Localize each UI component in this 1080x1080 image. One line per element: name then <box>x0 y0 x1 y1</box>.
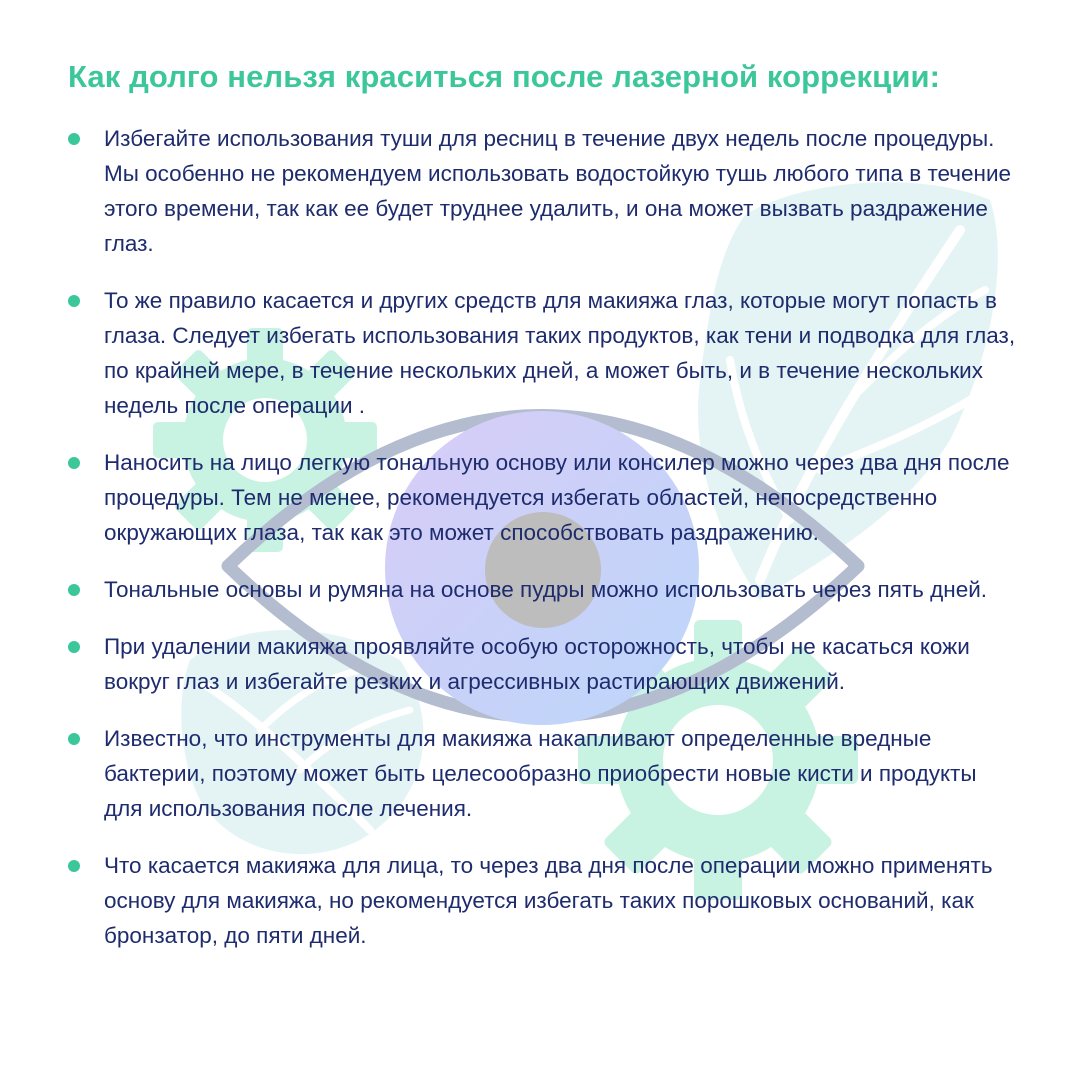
bullet-dot-icon <box>68 133 80 145</box>
list-item <box>68 572 1020 607</box>
list-item <box>68 283 1020 423</box>
bullet-dot-icon <box>68 860 80 872</box>
bullet-dot-icon <box>68 584 80 596</box>
bullet-dot-icon <box>68 733 80 745</box>
bullet-dot-icon <box>68 641 80 653</box>
list-item-text: Избегайте использования туши для ресниц в течение двух недель после процедуры. Мы особенно не рекомендуем использовать водостойкую тушь любого типа в течение этого времени, так как ее будет труднее удалить, и она может вызвать раздражение глаз. <box>104 126 1012 257</box>
list-item <box>68 721 1020 826</box>
list-item <box>68 445 1020 550</box>
list-item <box>68 121 1020 261</box>
list-item-text: Известно, что инструменты для макияжа накапливают определенные вредные бактерии, поэтому может быть целесообразно приобрести новые кисти и продукты для использования после лечения. <box>104 726 977 822</box>
list-item-text: Что касается макияжа для лица, то через два дня после операции можно применять основу для макияжа, но рекомендуется избегать таких порошковых оснований, как бронзатор, до пяти дней. <box>104 853 993 949</box>
tips-list <box>68 121 1020 953</box>
page-title: Как долго нельзя краситься после лазерной коррекции: <box>68 59 941 94</box>
bullet-dot-icon <box>68 457 80 469</box>
list-item-text: То же правило касается и других средств для макияжа глаз, которые могут попасть в глаза. Следует избегать использования таких продуктов, как тени и подводка для глаз, по крайней мере, в течение нескольких дней, а может быть, и в течение нескольких недель после операции . <box>104 288 1016 419</box>
list-item-text: При удалении макияжа проявляйте особую осторожность, чтобы не касаться кожи вокруг глаз и избегайте резких и агрессивных растирающих движений. <box>104 634 970 695</box>
list-item <box>68 848 1020 953</box>
list-item <box>68 629 1020 699</box>
list-item-text: Наносить на лицо легкую тональную основу или консилер можно через два дня после процедуры. Тем не менее, рекомендуется избегать областей, непосредственно окружающих глаза, так как это может способствовать раздражению. <box>104 450 1010 546</box>
bullet-dot-icon <box>68 295 80 307</box>
list-item-text: Тональные основы и румяна на основе пудры можно использовать через пять дней. <box>104 577 988 603</box>
